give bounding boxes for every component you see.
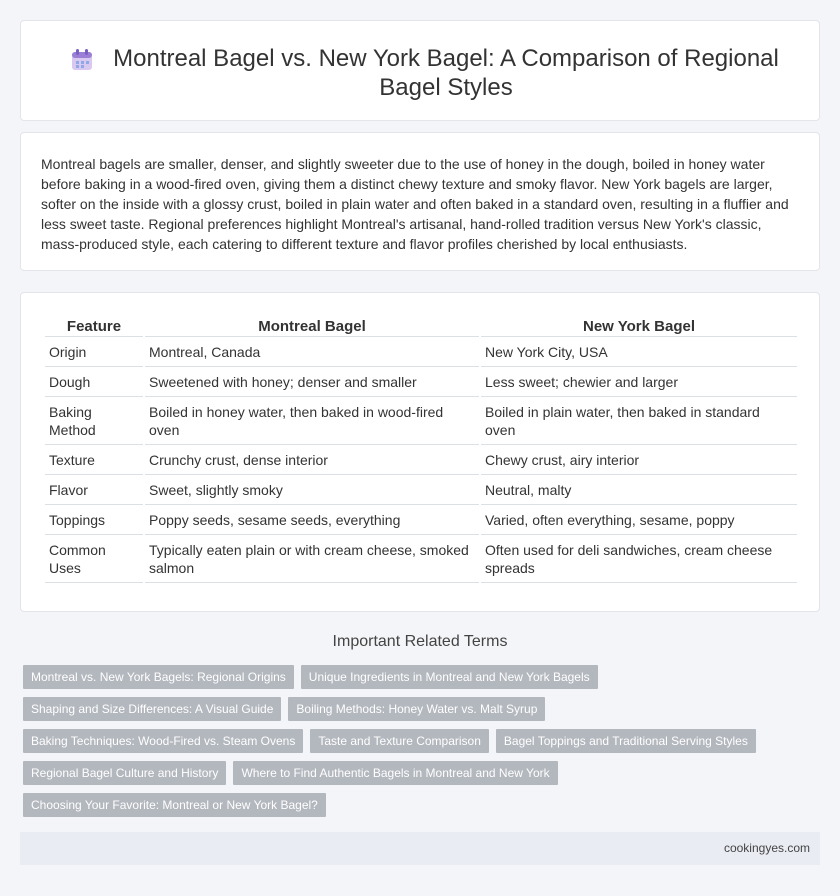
comparison-table: [43, 315, 799, 583]
table-header-row: [45, 315, 797, 337]
table-cell: Poppy seeds, sesame seeds, everything: [145, 505, 479, 535]
comparison-table-card: [20, 292, 820, 612]
page-title: Montreal Bagel vs. New York Bagel: A Comparison of Regional Bagel Styles: [113, 45, 779, 101]
related-term-link[interactable]: Montreal vs. New York Bagels: Regional Origins: [23, 665, 294, 689]
related-terms-list: [23, 665, 783, 825]
related-terms-heading: Important Related Terms: [332, 633, 508, 650]
related-term-link[interactable]: Taste and Texture Comparison: [310, 729, 489, 753]
summary-card: [20, 132, 820, 271]
table-cell: Varied, often everything, sesame, poppy: [481, 505, 797, 535]
table-cell: Common Uses: [45, 535, 143, 583]
column-header: Montreal Bagel: [145, 315, 479, 337]
table-cell: Flavor: [45, 475, 143, 505]
related-term-link[interactable]: Baking Techniques: Wood-Fired vs. Steam Ovens: [23, 729, 303, 753]
table-cell: Sweet, slightly smoky: [145, 475, 479, 505]
calendar-icon: [71, 49, 93, 71]
column-header: New York Bagel: [481, 315, 797, 337]
related-term-link[interactable]: Shaping and Size Differences: A Visual Guide: [23, 697, 281, 721]
table-cell: Origin: [45, 337, 143, 367]
related-term-link[interactable]: Where to Find Authentic Bagels in Montreal and New York: [233, 761, 557, 785]
table-cell: Baking Method: [45, 397, 143, 445]
table-row: [45, 337, 797, 367]
table-cell: Dough: [45, 367, 143, 397]
table-cell: Chewy crust, airy interior: [481, 445, 797, 475]
table-cell: Often used for deli sandwiches, cream cheese spreads: [481, 535, 797, 583]
table-cell: Sweetened with honey; denser and smaller: [145, 367, 479, 397]
table-cell: Crunchy crust, dense interior: [145, 445, 479, 475]
table-row: [45, 397, 797, 445]
table-cell: Montreal, Canada: [145, 337, 479, 367]
table-row: [45, 475, 797, 505]
table-cell: Less sweet; chewier and larger: [481, 367, 797, 397]
column-header: Feature: [45, 315, 143, 337]
table-row: [45, 535, 797, 583]
table-cell: Toppings: [45, 505, 143, 535]
table-row: [45, 505, 797, 535]
related-term-link[interactable]: Unique Ingredients in Montreal and New York Bagels: [301, 665, 598, 689]
related-term-link[interactable]: Boiling Methods: Honey Water vs. Malt Syrup: [288, 697, 545, 721]
table-cell: Texture: [45, 445, 143, 475]
title-card: [20, 20, 820, 121]
table-cell: Boiled in plain water, then baked in standard oven: [481, 397, 797, 445]
table-cell: Neutral, malty: [481, 475, 797, 505]
footer: [20, 832, 820, 865]
table-cell: Typically eaten plain or with cream cheese, smoked salmon: [145, 535, 479, 583]
summary-text: Montreal bagels are smaller, denser, and slightly sweeter due to the use of honey in the dough, boiled in honey water before baking in a wood-fired oven, giving them a distinct chewy texture and smoky flavor. New York bagels are larger, softer on the inside with a glossy crust, boiled in plain water and often baked in a standard oven, resulting in a fluffier and less sweet taste. Regional preferences highlight Montreal's artisanal, hand-rolled tradition versus New York's classic, mass-produced style, each catering to different texture and flavor profiles cherished by local enthusiasts.: [41, 156, 789, 252]
related-term-link[interactable]: Choosing Your Favorite: Montreal or New York Bagel?: [23, 793, 326, 817]
related-term-link[interactable]: Bagel Toppings and Traditional Serving Styles: [496, 729, 756, 753]
table-cell: Boiled in honey water, then baked in wood-fired oven: [145, 397, 479, 445]
table-cell: New York City, USA: [481, 337, 797, 367]
related-term-link[interactable]: Regional Bagel Culture and History: [23, 761, 226, 785]
table-row: [45, 367, 797, 397]
table-row: [45, 445, 797, 475]
footer-site-link[interactable]: cookingyes.com: [723, 841, 810, 855]
